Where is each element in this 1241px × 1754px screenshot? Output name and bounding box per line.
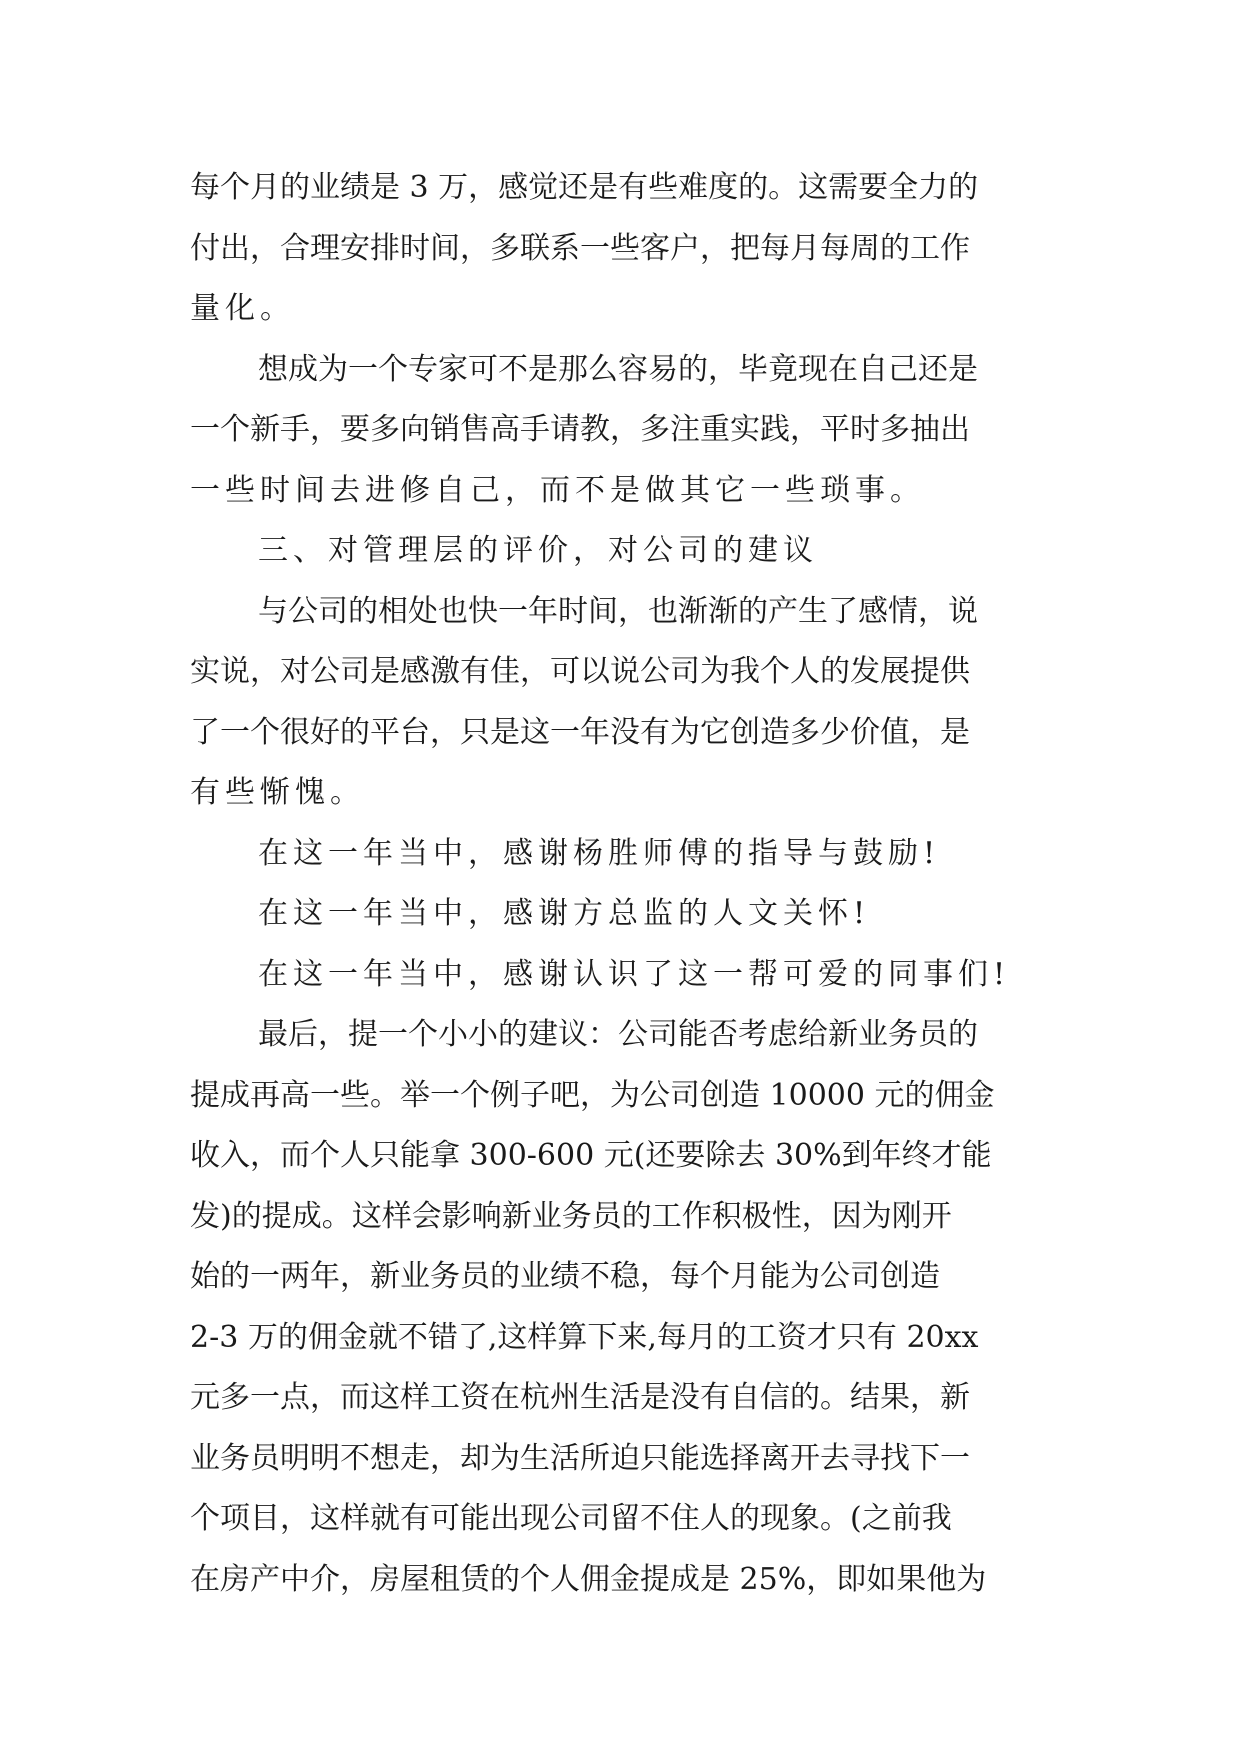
text-line: 在这一年当中，感谢方总监的人文关怀! — [258, 896, 871, 931]
text-line: 在这一年当中，感谢杨胜师傅的指导与鼓励! — [258, 835, 941, 871]
text-line: 元多一点，而这样工资在杭州生活是没有自信的。结果，新 — [190, 1380, 970, 1415]
text-line: 了一个很好的平台，只是这一年没有为它创造多少价值，是 — [190, 714, 970, 750]
text-line: 一个新手，要多向销售高手请教，多注重实践，平时多抽出 — [190, 412, 970, 447]
text-line: 与公司的相处也快一年时间，也渐渐的产生了感情，说 — [258, 593, 978, 629]
text-line: 三、对管理层的评价，对公司的建议 — [258, 533, 818, 568]
text-line: 量化。 — [190, 291, 295, 326]
document-body — [190, 158, 1060, 1610]
text-line: 发)的提成。这样会影响新业务员的工作积极性，因为刚开 — [190, 1198, 952, 1234]
text-line: 在这一年当中，感谢认识了这一帮可爱的同事们! — [258, 956, 1011, 992]
text-line: 每个月的业绩是 3 万，感觉还是有些难度的。这需要全力的 — [190, 170, 979, 205]
text-line: 2-3 万的佣金就不错了,这样算下来,每月的工资才只有 20xx — [190, 1319, 979, 1355]
text-line: 提成再高一些。举一个例子吧，为公司创造 10000 元的佣金 — [190, 1077, 995, 1113]
text-line: 有些惭愧。 — [190, 775, 365, 810]
text-line: 付出，合理安排时间，多联系一些客户，把每月每周的工作 — [190, 230, 970, 266]
text-line: 业务员明明不想走，却为生活所迫只能选择离开去寻找下一 — [190, 1440, 970, 1476]
text-line: 个项目，这样就有可能出现公司留不住人的现象。(之前我 — [190, 1501, 952, 1536]
text-line: 最后，提一个小小的建议：公司能否考虑给新业务员的 — [258, 1017, 978, 1052]
text-line: 始的一两年，新业务员的业绩不稳，每个月能为公司创造 — [190, 1259, 940, 1294]
text-line: 收入，而个人只能拿 300-600 元(还要除去 30%到年终才能 — [190, 1138, 992, 1173]
text-line: 想成为一个专家可不是那么容易的，毕竟现在自己还是 — [258, 351, 978, 387]
text-line: 一些时间去进修自己，而不是做其它一些琐事。 — [190, 472, 925, 508]
text-line: 在房产中介，房屋租赁的个人佣金提成是 25%，即如果他为 — [190, 1561, 987, 1597]
text-line: 实说，对公司是感激有佳，可以说公司为我个人的发展提供 — [190, 654, 970, 689]
